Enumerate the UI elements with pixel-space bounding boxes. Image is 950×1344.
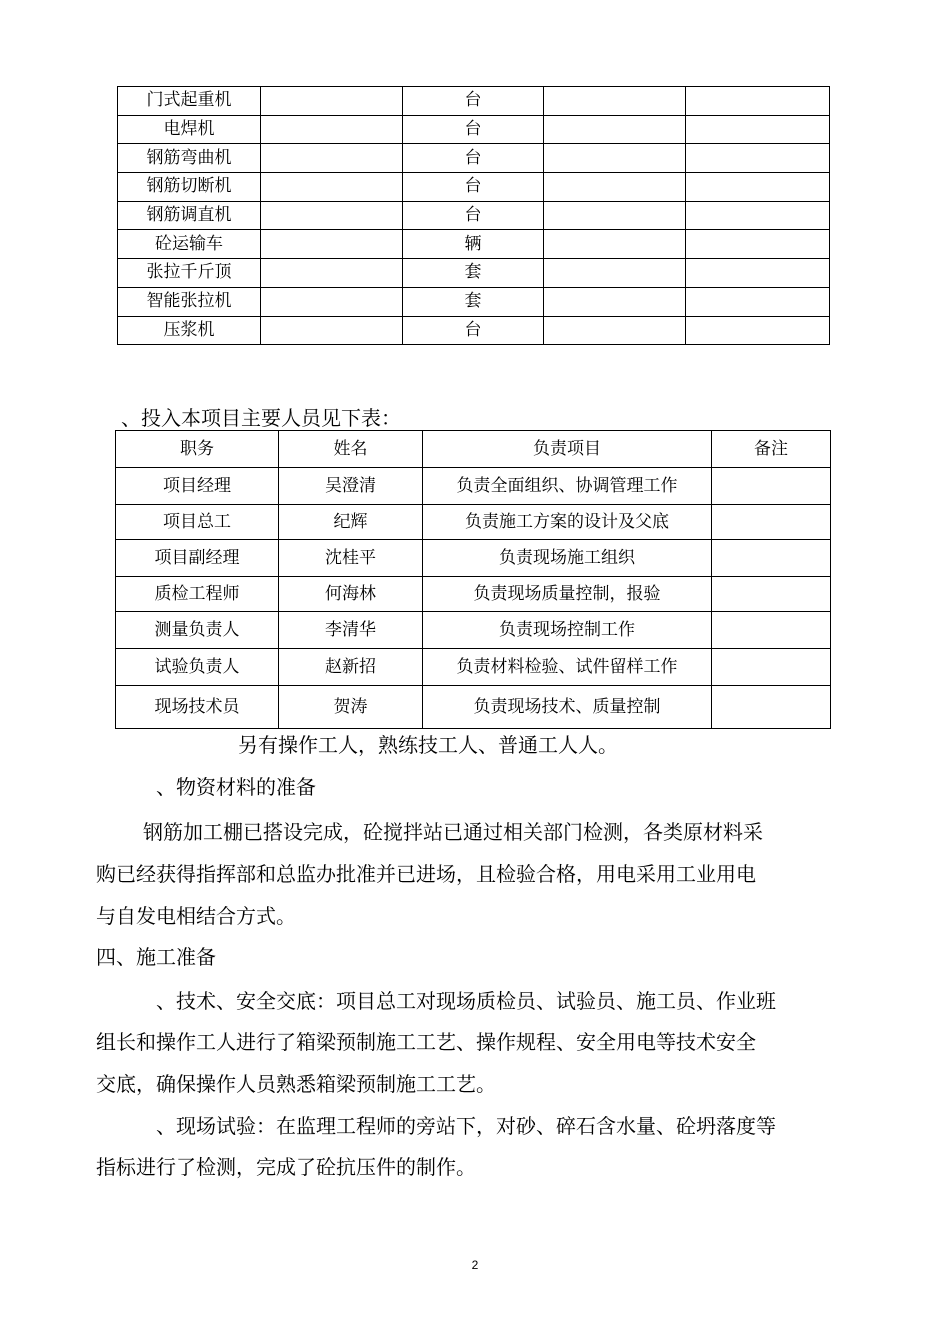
equipment-cell: 台 <box>403 201 544 230</box>
equipment-cell <box>544 287 686 316</box>
equipment-cell: 钢筋切断机 <box>118 173 261 202</box>
workers-note: 另有操作工人，熟练技工人、普通工人人。 <box>238 733 618 757</box>
staff-cell <box>712 686 831 729</box>
equipment-row <box>118 173 830 202</box>
staff-cell: 负责材料检验、试件留样工作 <box>423 649 712 686</box>
equipment-cell <box>544 259 686 288</box>
staff-cell: 纪辉 <box>279 505 423 540</box>
equipment-cell <box>686 144 830 173</box>
tech-line: 、技术、安全交底：项目总工对现场质检员、试验员、施工员、作业班 <box>156 989 776 1013</box>
staff-cell <box>712 540 831 577</box>
equipment-table-body <box>118 87 830 345</box>
equipment-cell: 台 <box>403 115 544 144</box>
equipment-cell: 台 <box>403 173 544 202</box>
staff-cell: 项目经理 <box>116 468 279 505</box>
tech-line: 组长和操作工人进行了箱梁预制施工工艺、操作规程、安全用电等技术安全 <box>96 1030 756 1054</box>
staff-cell: 沈桂平 <box>279 540 423 577</box>
equipment-cell: 辆 <box>403 230 544 259</box>
equipment-cell <box>261 230 403 259</box>
staff-table-body <box>116 468 831 729</box>
equipment-cell: 台 <box>403 87 544 116</box>
staff-row <box>116 577 831 612</box>
staff-header-cell: 姓名 <box>279 431 423 468</box>
staff-header-cell: 负责项目 <box>423 431 712 468</box>
materials-line: 与自发电相结合方式。 <box>96 904 296 928</box>
test-line: 指标进行了检测，完成了砼抗压件的制作。 <box>96 1155 476 1179</box>
equipment-cell: 电焊机 <box>118 115 261 144</box>
staff-row <box>116 540 831 577</box>
equipment-row <box>118 201 830 230</box>
materials-heading: 、物资材料的准备 <box>156 775 316 799</box>
equipment-cell: 张拉千斤顶 <box>118 259 261 288</box>
equipment-cell: 钢筋调直机 <box>118 201 261 230</box>
staff-cell <box>712 577 831 612</box>
equipment-cell <box>686 173 830 202</box>
staff-row <box>116 649 831 686</box>
staff-cell: 贺涛 <box>279 686 423 729</box>
equipment-cell: 门式起重机 <box>118 87 261 116</box>
staff-cell: 吴澄清 <box>279 468 423 505</box>
equipment-cell: 套 <box>403 259 544 288</box>
equipment-table <box>117 86 830 345</box>
equipment-cell <box>544 144 686 173</box>
staff-cell: 负责现场技术、质量控制 <box>423 686 712 729</box>
equipment-cell <box>544 316 686 345</box>
staff-cell: 现场技术员 <box>116 686 279 729</box>
equipment-row <box>118 287 830 316</box>
staff-row <box>116 686 831 729</box>
equipment-cell <box>686 316 830 345</box>
equipment-cell <box>686 201 830 230</box>
equipment-row <box>118 115 830 144</box>
staff-cell <box>712 612 831 649</box>
materials-line: 钢筋加工棚已搭设完成，砼搅拌站已通过相关部门检测，各类原材料采 <box>143 820 763 844</box>
equipment-row <box>118 144 830 173</box>
staff-cell: 负责现场施工组织 <box>423 540 712 577</box>
equipment-cell <box>686 115 830 144</box>
equipment-cell <box>261 115 403 144</box>
equipment-row <box>118 230 830 259</box>
equipment-cell: 压浆机 <box>118 316 261 345</box>
equipment-row <box>118 316 830 345</box>
staff-row <box>116 505 831 540</box>
staff-heading: 、投入本项目主要人员见下表： <box>121 406 401 430</box>
equipment-cell: 台 <box>403 144 544 173</box>
staff-cell: 李清华 <box>279 612 423 649</box>
staff-cell: 试验负责人 <box>116 649 279 686</box>
tech-line: 交底，确保操作人员熟悉箱梁预制施工工艺。 <box>96 1072 496 1096</box>
equipment-cell <box>686 287 830 316</box>
test-line: 、现场试验：在监理工程师的旁站下，对砂、碎石含水量、砼坍落度等 <box>156 1114 776 1138</box>
staff-table-header-row <box>116 431 831 468</box>
staff-header-cell: 职务 <box>116 431 279 468</box>
equipment-cell <box>544 230 686 259</box>
equipment-cell: 套 <box>403 287 544 316</box>
staff-header-cell: 备注 <box>712 431 831 468</box>
staff-cell <box>712 505 831 540</box>
equipment-cell: 台 <box>403 316 544 345</box>
page-number: 2 <box>471 1258 479 1272</box>
staff-cell: 项目副经理 <box>116 540 279 577</box>
staff-cell: 测量负责人 <box>116 612 279 649</box>
staff-cell: 负责施工方案的设计及父底 <box>423 505 712 540</box>
equipment-cell <box>261 287 403 316</box>
equipment-cell <box>261 316 403 345</box>
staff-cell: 何海林 <box>279 577 423 612</box>
staff-table <box>115 430 831 729</box>
staff-row <box>116 612 831 649</box>
equipment-cell <box>544 173 686 202</box>
equipment-cell <box>544 201 686 230</box>
equipment-cell: 钢筋弯曲机 <box>118 144 261 173</box>
equipment-row <box>118 87 830 116</box>
staff-cell <box>712 649 831 686</box>
staff-row <box>116 468 831 505</box>
staff-cell: 质检工程师 <box>116 577 279 612</box>
staff-cell <box>712 468 831 505</box>
staff-cell: 负责现场控制工作 <box>423 612 712 649</box>
equipment-cell: 智能张拉机 <box>118 287 261 316</box>
equipment-cell <box>261 144 403 173</box>
equipment-cell <box>261 87 403 116</box>
section-heading: 四、施工准备 <box>96 945 216 969</box>
equipment-cell <box>686 230 830 259</box>
equipment-cell <box>544 87 686 116</box>
staff-cell: 赵新招 <box>279 649 423 686</box>
staff-cell: 负责全面组织、协调管理工作 <box>423 468 712 505</box>
equipment-cell: 砼运输车 <box>118 230 261 259</box>
staff-cell: 负责现场质量控制，报验 <box>423 577 712 612</box>
equipment-cell <box>544 115 686 144</box>
materials-line: 购已经获得指挥部和总监办批准并已进场，且检验合格，用电采用工业用电 <box>96 862 756 886</box>
equipment-row <box>118 259 830 288</box>
equipment-cell <box>686 87 830 116</box>
equipment-cell <box>686 259 830 288</box>
equipment-cell <box>261 201 403 230</box>
equipment-cell <box>261 259 403 288</box>
equipment-cell <box>261 173 403 202</box>
staff-cell: 项目总工 <box>116 505 279 540</box>
